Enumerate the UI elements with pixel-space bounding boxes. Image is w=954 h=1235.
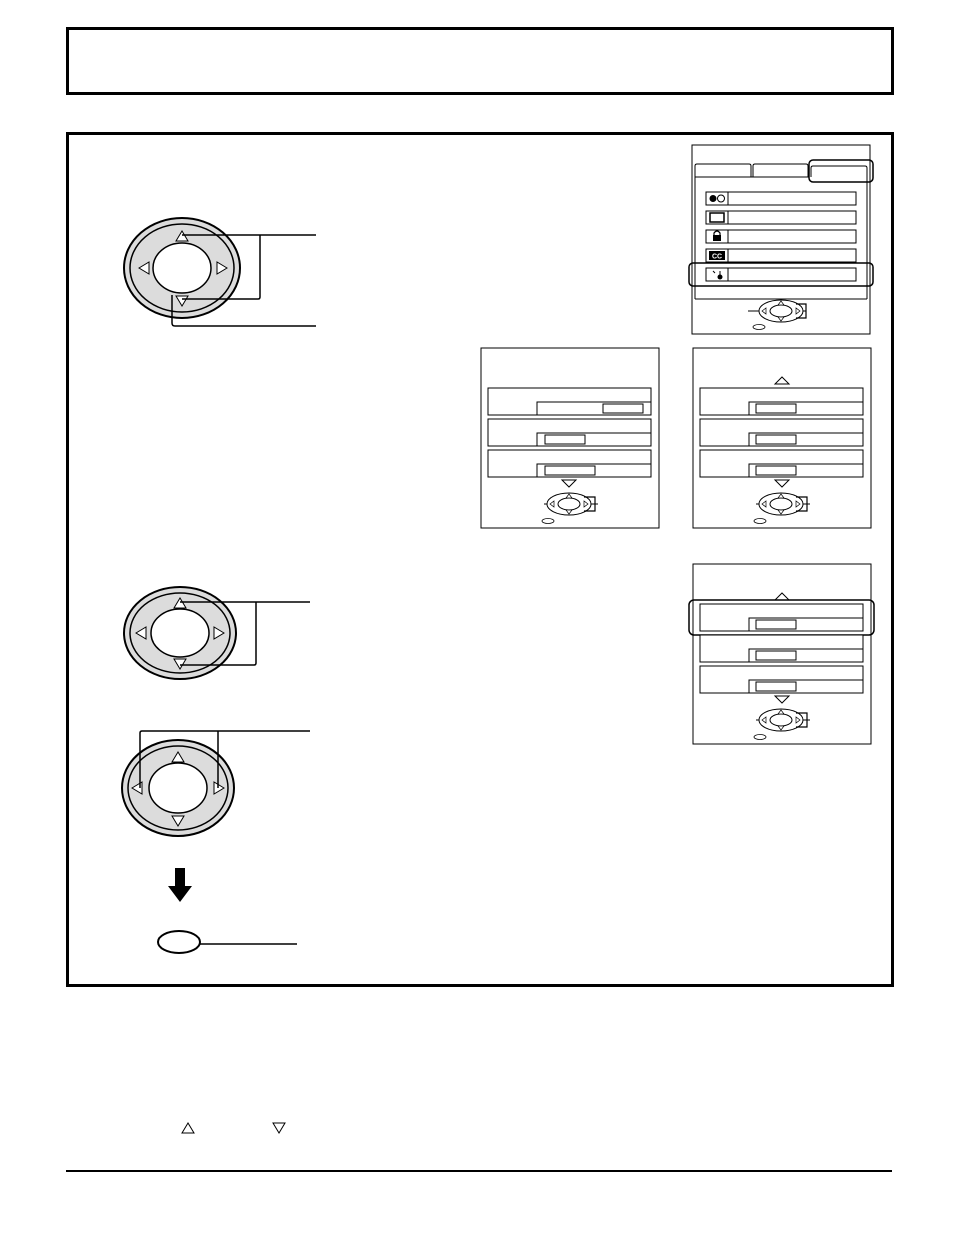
submenu-row-2 <box>700 419 863 446</box>
triangle-up-icon <box>181 1122 195 1134</box>
submenu-screen-b <box>692 347 874 531</box>
header-title <box>69 30 891 62</box>
menu-screen-1 <box>686 144 878 338</box>
submenu-row-3 <box>488 450 651 477</box>
submenu-screen-c <box>686 563 878 747</box>
submenu-row-3 <box>700 666 863 693</box>
footer-rule <box>66 1170 892 1172</box>
submenu-row-2 <box>700 635 863 662</box>
triangle-down-icon <box>272 1122 286 1134</box>
svg-text:CC: CC <box>711 253 723 261</box>
arrow-down-filled-icon <box>168 868 192 904</box>
exit-button-diagram <box>155 928 300 956</box>
footer-note <box>100 1118 860 1138</box>
lock-icon <box>713 235 721 241</box>
menu-row-audio <box>706 192 856 205</box>
submenu-row-2 <box>488 419 651 446</box>
menu-row-cc <box>706 249 856 262</box>
submenu-row-1 <box>488 388 651 415</box>
remote-dpad-2 <box>120 585 320 685</box>
remote-dpad-3 <box>120 725 320 840</box>
submenu-row-1 <box>700 388 863 415</box>
submenu-row-3 <box>700 450 863 477</box>
menu-row-lock <box>706 230 856 243</box>
submenu-screen-a <box>480 347 662 531</box>
audio-clock-icon <box>710 195 717 202</box>
menu-row-picture <box>706 211 856 224</box>
submenu-row-1-selected <box>689 600 874 635</box>
header-box <box>66 27 894 95</box>
remote-dpad-1 <box>120 215 320 330</box>
square-icon <box>710 213 724 222</box>
